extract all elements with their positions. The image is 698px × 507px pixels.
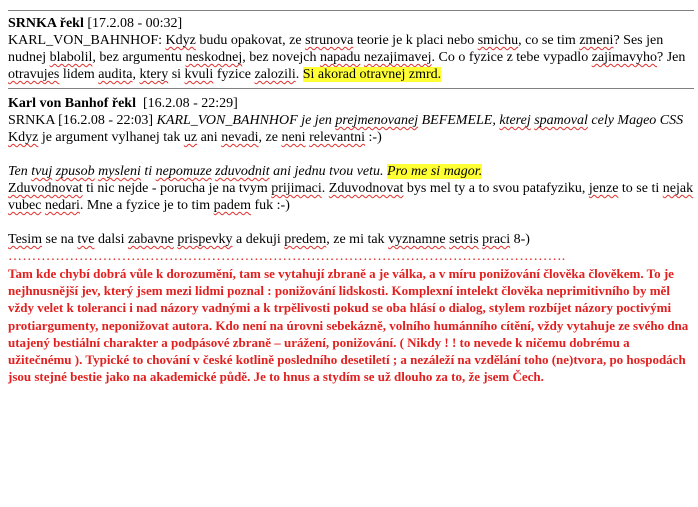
text-run: , bez argumentu: [92, 50, 186, 65]
spellcheck-word: jenze: [588, 181, 619, 196]
post-karl: [8, 95, 694, 385]
text-run: ani: [197, 130, 222, 145]
highlighted-text: Pro me si magor.: [387, 164, 483, 179]
spellcheck-word: predem: [284, 232, 327, 247]
spellcheck-word: kvuli: [184, 67, 214, 82]
spellcheck-word: smichu: [477, 33, 519, 48]
spellcheck-word: nepomuze: [155, 164, 212, 179]
text-run: si: [168, 67, 185, 82]
text-run: teorie je k placi nebo: [353, 33, 478, 48]
text-run: .: [295, 67, 303, 82]
forum-thread: [8, 0, 694, 385]
spellcheck-word: blabolil: [49, 50, 93, 65]
spellcheck-word: zajimavyho: [591, 50, 658, 65]
divider-top: [8, 10, 694, 11]
text-run: 8-): [510, 232, 530, 247]
text-run: , co se tim: [518, 33, 580, 48]
dotted-separator: ……………………………………………………………………………………………………….: [8, 249, 566, 264]
spellcheck-word: prejmenovanej: [335, 113, 419, 128]
spellcheck-word: uz: [183, 130, 198, 145]
text-run: . Mne a fyzice je to tim: [79, 198, 214, 213]
spellcheck-word: tve: [77, 232, 95, 247]
spellcheck-word: Kdyz: [165, 33, 196, 48]
spellcheck-word: padem: [213, 198, 251, 213]
spellcheck-word: spamoval: [534, 113, 588, 128]
text-run: ,: [132, 67, 140, 82]
spellcheck-word: prispevky: [177, 232, 233, 247]
spellcheck-word: ktery: [139, 67, 169, 82]
spellcheck-word: nejak: [662, 181, 694, 196]
spellcheck-word: setris: [449, 232, 479, 247]
spellcheck-word: mysleni: [98, 164, 141, 179]
spellcheck-word: nevadi: [221, 130, 259, 145]
spellcheck-word: Zduvodnovat: [8, 181, 83, 196]
quote-line: [8, 112, 694, 129]
post-srnka: [8, 15, 694, 83]
text-run: BEFEMELE,: [418, 113, 500, 128]
text-run: bys mel ty a to svou patafyziku,: [403, 181, 589, 196]
divider-middle: [8, 88, 694, 89]
post-date: [17.2.08 - 00:32]: [87, 16, 183, 31]
reply-line: [8, 231, 694, 248]
text-run: fuk :-): [250, 198, 290, 213]
text-run: ti nic nejde - porucha je na tvym: [82, 181, 272, 196]
spellcheck-word: neskodnej: [185, 50, 243, 65]
text-run: se na: [42, 232, 78, 247]
post-header: [8, 15, 694, 32]
spellcheck-word: neni: [281, 130, 306, 145]
text-run: .: [321, 181, 329, 196]
text-run: a dekuji: [232, 232, 285, 247]
post-date: [16.2.08 - 22:29]: [142, 96, 238, 111]
text-run: , ze mi tak: [326, 232, 389, 247]
spellcheck-word: otravujes: [8, 67, 60, 82]
spellcheck-word: Zduvodnovat: [328, 181, 404, 196]
quote-prefix: SRNKA [16.2.08 - 22:03]: [8, 113, 157, 128]
text-run: dalsi: [94, 232, 128, 247]
post-body: [8, 32, 694, 83]
text-run: ani jednu tvou vetu.: [269, 164, 388, 179]
text-run: je argument vylhanej tak: [38, 130, 184, 145]
text-run: , ze: [258, 130, 282, 145]
quoted-text: [157, 113, 684, 128]
spellcheck-word: nedari: [44, 198, 80, 213]
reply-italic-line: [8, 163, 694, 180]
text-run: KARL_VON_BAHNHOF je jen: [156, 113, 336, 128]
spellcheck-word: zpusob: [55, 164, 95, 179]
spellcheck-word: prijimaci: [271, 181, 322, 196]
red-comment: Tam kde chybí dobrá vůle k dorozumění, tam se vytahují zbraně a je válka, a v míru ponižování člověka člověkem. To je nejhnusnější jev, který jsem mezi lidmi poznal : ponižování lidskosti. Komplexní intelekt člověka neprimitivního by měl vždy velet k toleranci i nad názory vadnými a k trpělivosti pokud se oba hlásí o dialog, stylem rozbíjet názory poctivými protiargumenty, neponižovat autora. Kdo není na úrovni sebekázně, volního humánního cítění, vždy vytahuje ze svého dna utajený bestiální charakter a podpásové zbraně – urážení, ponižování. ( Nikdy ! ! to nevede k ničemu dobrému a užitečnému ). Typické to chování v české kotlině posledního desetiletí ; a nezáleží na vzdělání toho (ne)tvora, po hospodách jsou stejné bestie jako na akademické půdě. Je to hnus a stydím se už dlouho za to, že jsem Čech.: [8, 266, 689, 385]
spellcheck-word: vubec: [8, 198, 42, 213]
text-run: ti: [140, 164, 156, 179]
spellcheck-word: nezajimavej: [363, 50, 432, 65]
spellcheck-word: Kdyz: [8, 130, 39, 145]
highlighted-text: Si akorad otravnej zmrd.: [302, 67, 442, 82]
text-run: ? Ses jen nudnej: [8, 33, 664, 65]
spellcheck-word: napadu: [319, 50, 361, 65]
reply-line: [8, 129, 694, 146]
text-run: fyzice: [213, 67, 255, 82]
text-run: :-): [365, 130, 382, 145]
text-run: to se ti: [618, 181, 663, 196]
text-run: lidem: [59, 67, 99, 82]
text-run: budu opakovat, ze: [195, 33, 306, 48]
spellcheck-word: zduvodnit: [215, 164, 270, 179]
spellcheck-word: zabavne: [127, 232, 174, 247]
text-run: ? Jen: [657, 50, 686, 65]
spacer: [8, 214, 694, 231]
spacer: [8, 146, 694, 163]
text-run: cely Mageo CSS: [587, 113, 684, 128]
spellcheck-word: Tesim: [8, 232, 43, 247]
spellcheck-word: praci: [482, 232, 511, 247]
text-run: . Co o fyzice z tebe vypadlo: [431, 50, 592, 65]
spellcheck-word: zalozili: [254, 67, 296, 82]
post-author: Karl von Banhof řekl: [8, 96, 136, 111]
spellcheck-word: strunova: [305, 33, 354, 48]
reply-line: [8, 180, 694, 214]
text-run: KARL_VON_BAHNHOF:: [8, 33, 166, 48]
text-run: , bez novejch: [242, 50, 320, 65]
post-header: [8, 95, 694, 112]
spellcheck-word: tvuj: [31, 164, 53, 179]
spellcheck-word: zmeni: [579, 33, 614, 48]
spellcheck-word: kterej: [499, 113, 531, 128]
post-author: SRNKA řekl: [8, 16, 84, 31]
spellcheck-word: audita: [98, 67, 133, 82]
spellcheck-word: relevantni: [309, 130, 366, 145]
spellcheck-word: vyznamne: [388, 232, 446, 247]
text-run: Ten: [8, 164, 32, 179]
